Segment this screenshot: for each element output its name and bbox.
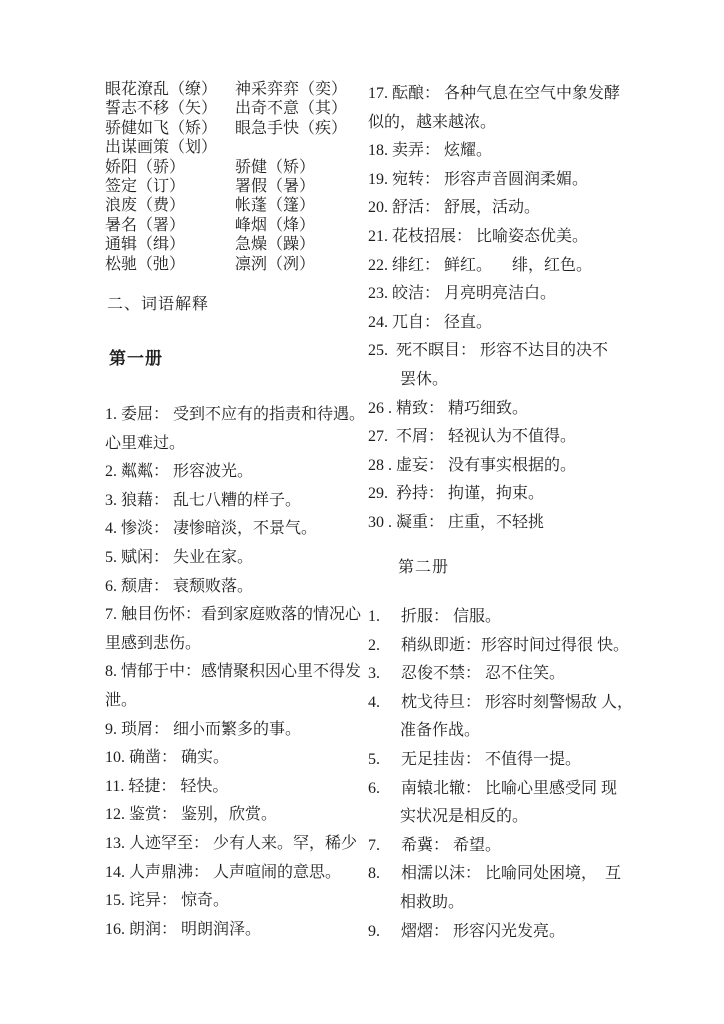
correction-row [105, 99, 347, 118]
definition-text: 5. 赋闲： 失业在家。 [105, 548, 254, 566]
list-number: 7. [368, 836, 380, 854]
definition-line [368, 337, 633, 366]
definition-line [105, 573, 365, 602]
definition-line [368, 554, 633, 583]
correction-row [105, 216, 347, 235]
definition-text: 熠熠： 形容闪光发亮。 [401, 922, 566, 940]
definition-line [368, 603, 633, 632]
correction-left: 娇阳（骄） [105, 158, 186, 176]
definition-text: 15. 诧异： 惊奇。 [105, 892, 230, 910]
definition-line [105, 830, 365, 859]
definition-line [368, 137, 633, 166]
definition-text: 似的，越来越浓。 [368, 113, 497, 131]
definition-text: 准备作战。 [400, 722, 481, 740]
definition-text: 相救助。 [400, 894, 465, 912]
definition-line [105, 515, 365, 544]
correction-left: 松驰（弛） [105, 255, 186, 273]
definition-line [105, 687, 365, 716]
list-number: 6. [368, 779, 380, 797]
definition-text: 相濡以沫： 比喻同处困境， 互 [401, 865, 622, 883]
definition-text: 实状况是相反的。 [400, 808, 529, 826]
definition-line [105, 859, 365, 888]
definition-text: 稍纵即逝：形容时间过得很 快。 [401, 636, 630, 654]
definition-line [105, 487, 365, 516]
definition-text: 14. 人声鼎沸： 人声喧闹的意思。 [105, 863, 342, 881]
definition-line [105, 916, 365, 945]
definition-text: 3. 狼藉： 乱七八糟的样子。 [105, 491, 302, 509]
definition-text: 心里难过。 [105, 434, 186, 452]
definition-text: 枕戈待旦： 形容时刻警惕敌 人， [401, 693, 634, 711]
definition-line [368, 166, 633, 195]
correction-row [105, 235, 347, 254]
correction-right: 骄健（矫） [235, 158, 316, 176]
definition-line [368, 509, 633, 538]
definition-text: 泄。 [105, 691, 138, 709]
definition-text: 第二册 [398, 558, 450, 576]
correction-row [105, 255, 347, 274]
definition-line [368, 832, 633, 861]
correction-row [105, 196, 347, 215]
definition-line [368, 194, 633, 223]
list-number: 9. [368, 922, 380, 940]
definition-text: 无足挂齿： 不值得一提。 [401, 751, 582, 769]
definition-text: 8. 情郁于中：感情聚积因心里不得发 [105, 663, 362, 681]
definition-line [105, 887, 365, 916]
definition-line [105, 773, 365, 802]
definition-text: 6. 颓唐： 衰颓败落。 [105, 577, 254, 595]
list-number: 1. [368, 608, 380, 626]
definition-line [368, 395, 633, 424]
definition-text: 28 . 虚妄： 没有事实根据的。 [368, 456, 577, 474]
correction-row [105, 177, 347, 196]
correction-left: 签定（订） [105, 177, 186, 195]
definition-text: 18. 卖弄： 炫耀。 [368, 142, 493, 160]
definition-line [368, 803, 633, 832]
correction-right: 神采弈弈（奕） [235, 81, 348, 98]
definition-text: 9. 琐屑： 细小而繁多的事。 [105, 720, 302, 738]
definition-line [105, 544, 365, 573]
definition-text: 13. 人迹罕至： 少有人来。罕，稀少 [105, 834, 358, 852]
definition-line [105, 744, 365, 773]
definition-line [368, 252, 633, 281]
correction-row [105, 158, 347, 177]
definition-text: 希冀： 希望。 [401, 836, 502, 854]
list-number: 3. [368, 665, 380, 683]
correction-right: 出奇不意（其） [235, 100, 348, 118]
definition-text: 20. 舒活： 舒展，活动。 [368, 199, 541, 217]
definition-text: 23. 皎洁： 月亮明亮洁白。 [368, 285, 557, 303]
definition-line [105, 401, 365, 430]
definition-line [368, 889, 633, 918]
definition-text: 25. 死不瞑目： 形容不达目的决不 [368, 342, 609, 360]
right-column-definitions [368, 80, 633, 946]
definition-text: 7. 触目伤怀：看到家庭败落的情况心 [105, 606, 362, 624]
definition-line [368, 80, 633, 109]
definition-text: 里感到悲伤。 [105, 634, 202, 652]
definition-text: 17. 酝酿： 各种气息在空气中象发酵 [368, 85, 621, 102]
definition-text: 30 . 凝重： 庄重，不轻挑 [368, 513, 545, 531]
correction-left: 出谋画策（划） [105, 139, 218, 157]
definition-line [368, 918, 633, 947]
correction-left: 暑名（署） [105, 216, 186, 234]
definition-line [368, 480, 633, 509]
definition-text: 罢休。 [400, 370, 449, 388]
section-title: 二、词语解释 [107, 296, 210, 313]
definition-text: 4. 惨淡： 凄惨暗淡，不景气。 [105, 520, 318, 538]
definition-text: 19. 宛转： 形容声音圆润柔媚。 [368, 170, 589, 188]
definition-line [368, 746, 633, 775]
correction-right: 帐蓬（篷） [235, 197, 316, 215]
definition-line [368, 689, 633, 718]
correction-row [105, 119, 347, 138]
definition-line [368, 309, 633, 338]
definition-line [368, 366, 633, 395]
definition-text: 21. 花枝招展： 比喻姿态优美。 [368, 227, 589, 245]
definition-line [105, 630, 365, 659]
definition-text: 1. 委屈： 受到不应有的指责和待遇。 [105, 406, 366, 423]
definition-line [368, 223, 633, 252]
correction-row [105, 80, 347, 99]
definition-text: 10. 确凿： 确实。 [105, 749, 230, 767]
definition-line [368, 452, 633, 481]
definition-text: 南辕北辙： 比喻心里感受同 现 [401, 779, 618, 797]
correction-left: 骄健如飞（矫） [105, 119, 218, 137]
correction-right: 凛洌（冽） [235, 255, 316, 273]
definition-line [105, 601, 365, 630]
definition-line [368, 423, 633, 452]
correction-left: 眼花潦乱（缭） [105, 81, 218, 98]
list-number: 5. [368, 751, 380, 769]
definition-text: 忍俊不禁： 忍不住笑。 [401, 665, 566, 683]
volume1-heading: 第一册 [109, 349, 163, 368]
definition-line [368, 632, 633, 661]
definition-line [368, 717, 633, 746]
correction-right: 署假（暑） [235, 177, 316, 195]
definition-text: 16. 朗润： 明朗润泽。 [105, 920, 262, 938]
correction-left: 通辑（缉） [105, 236, 186, 254]
definition-line [368, 860, 633, 889]
definition-line [368, 109, 633, 138]
correction-left: 誓志不移（矢） [105, 100, 218, 118]
list-number: 8. [368, 865, 380, 883]
definition-text: 22. 绯红： 鲜红。 绯，红色。 [368, 256, 593, 274]
definition-text: 27. 不屑： 轻视认为不值得。 [368, 428, 577, 446]
definition-text: 2. 粼粼： 形容波光。 [105, 463, 254, 481]
correction-left: 浪废（费） [105, 197, 186, 215]
definition-text: 12. 鉴赏： 鉴别，欣赏。 [105, 806, 278, 824]
list-number: 2. [368, 636, 380, 654]
definition-text: 26 . 精致： 精巧细致。 [368, 399, 529, 417]
left-column-definitions [105, 401, 365, 944]
definition-line [368, 775, 633, 804]
definition-text: 折服： 信服。 [401, 608, 502, 626]
definition-line [105, 801, 365, 830]
definition-text: 29. 矜持： 拘谨，拘束。 [368, 485, 545, 503]
definition-line [368, 280, 633, 309]
definition-line [105, 716, 365, 745]
definition-line [368, 660, 633, 689]
definition-line [105, 430, 365, 459]
correction-right: 急燥（躁） [235, 236, 316, 254]
correction-right: 眼急手快（疾） [235, 119, 348, 137]
definition-line [105, 458, 365, 487]
correction-right: 峰烟（烽） [235, 216, 316, 234]
list-number: 4. [368, 693, 380, 711]
typo-corrections-block [105, 80, 347, 274]
correction-row [105, 138, 347, 157]
definition-text: 11. 轻捷： 轻快。 [105, 777, 229, 795]
definition-line [105, 658, 365, 687]
definition-text: 24. 兀自： 径直。 [368, 313, 493, 331]
